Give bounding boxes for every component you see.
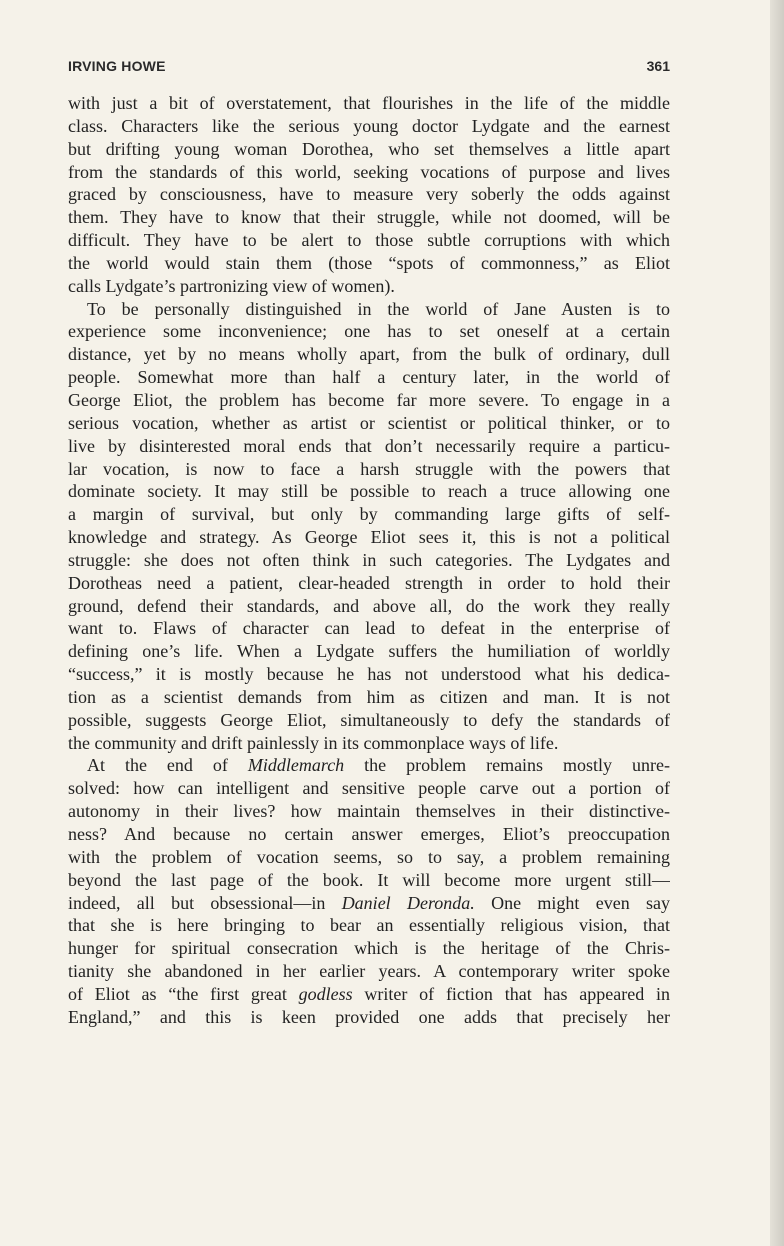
text-line bbox=[68, 777, 670, 800]
text-segment: struggle: she does not often think in such categories. The Lydgates and bbox=[68, 549, 670, 570]
text-segment: writer of fiction that has appeared in bbox=[352, 983, 670, 1004]
text-line bbox=[68, 595, 670, 618]
text-segment: “success,” it is mostly because he has not understood what his dedica- bbox=[68, 664, 670, 685]
text-segment: knowledge and strategy. As George Eliot sees it, this is not a political bbox=[68, 527, 670, 548]
text-line bbox=[68, 183, 670, 206]
running-head bbox=[68, 58, 670, 78]
text-line bbox=[68, 206, 670, 229]
text-line bbox=[68, 754, 670, 777]
text-line bbox=[68, 937, 670, 960]
text-line bbox=[68, 115, 670, 138]
text-segment: At the end of bbox=[87, 755, 248, 776]
text-line bbox=[68, 892, 670, 915]
text-segment: tion as a scientist demands from him as citizen and man. It is not bbox=[68, 686, 670, 707]
text-line bbox=[68, 846, 670, 869]
text-segment: possible, suggests George Eliot, simultaneously to defy the standards of bbox=[68, 709, 670, 730]
text-segment: defining one’s life. When a Lydgate suffers the humiliation of worldly bbox=[68, 641, 670, 662]
text-line bbox=[68, 960, 670, 983]
text-line bbox=[68, 412, 670, 435]
page-edge bbox=[770, 0, 784, 1246]
text-segment: them. They have to know that their struggle, while not doomed, will be bbox=[68, 207, 670, 228]
text-line bbox=[68, 914, 670, 937]
text-line bbox=[68, 640, 670, 663]
text-segment: indeed, all but obsessional—in bbox=[68, 892, 342, 913]
text-line bbox=[68, 617, 670, 640]
text-segment: One might even say bbox=[474, 892, 670, 913]
text-segment: calls Lydgate’s partronizing view of women). bbox=[68, 275, 395, 296]
text-line bbox=[68, 92, 670, 115]
text-segment: England,” and this is keen provided one adds that precisely her bbox=[68, 1006, 670, 1027]
text-line bbox=[68, 389, 670, 412]
text-line bbox=[68, 549, 670, 572]
text-line bbox=[68, 732, 670, 755]
text-line bbox=[68, 435, 670, 458]
running-head-author: IRVING HOWE bbox=[68, 58, 166, 74]
text-segment: hunger for spiritual consecration which is the heritage of the Chris- bbox=[68, 938, 670, 959]
text-line bbox=[68, 138, 670, 161]
text-segment: but drifting young woman Dorothea, who set themselves a little apart bbox=[68, 138, 670, 159]
text-segment: ness? And because no certain answer emerges, Eliot’s preoccupation bbox=[68, 824, 670, 844]
text-line bbox=[68, 800, 670, 823]
text-line bbox=[68, 823, 670, 846]
text-segment: want to. Flaws of character can lead to defeat in the enterprise of bbox=[68, 618, 670, 639]
text-segment: people. Somewhat more than half a century later, in the world of bbox=[68, 367, 670, 388]
text-segment: difficult. They have to be alert to those subtle corruptions with which bbox=[68, 230, 670, 251]
text-line bbox=[68, 229, 670, 252]
text-segment: solved: how can intelligent and sensitive people carve out a portion of bbox=[68, 778, 670, 799]
body-text bbox=[68, 92, 670, 1029]
text-segment: dominate society. It may still be possible to reach a truce allowing one bbox=[68, 481, 670, 502]
text-segment: serious vocation, whether as artist or scientist or political thinker, or to bbox=[68, 412, 670, 433]
italic-title: godless bbox=[298, 983, 353, 1004]
text-segment: beyond the last page of the book. It will become more urgent still— bbox=[68, 869, 670, 890]
text-segment: from the standards of this world, seeking vocations of purpose and lives bbox=[68, 161, 670, 182]
text-segment: experience some inconvenience; one has to set oneself at a certain bbox=[68, 321, 670, 342]
text-segment: that she is here bringing to bear an essentially religious vision, that bbox=[68, 915, 670, 936]
text-segment: a margin of survival, but only by commanding large gifts of self- bbox=[68, 504, 670, 525]
text-segment: ground, defend their standards, and above all, do the work they really bbox=[68, 595, 670, 616]
text-segment: lar vocation, is now to face a harsh struggle with the powers that bbox=[68, 458, 670, 479]
text-segment: autonomy in their lives? how maintain themselves in their distinctive- bbox=[68, 801, 670, 822]
text-segment: with just a bit of overstatement, that flourishes in the life of the middle bbox=[68, 93, 670, 113]
text-segment: class. Characters like the serious young doctor Lydgate and the earnest bbox=[68, 115, 670, 136]
text-line bbox=[68, 458, 670, 481]
text-segment: Dorotheas need a patient, clear-headed strength in order to hold their bbox=[68, 572, 670, 593]
text-line bbox=[68, 526, 670, 549]
text-segment: the problem remains mostly unre- bbox=[344, 755, 670, 776]
text-line bbox=[68, 709, 670, 732]
italic-title: Middlemarch bbox=[247, 755, 345, 776]
text-segment: tianity she abandoned in her earlier years. A contemporary writer spoke bbox=[68, 961, 670, 982]
text-segment: with the problem of vocation seems, so to say, a problem remaining bbox=[68, 846, 670, 867]
text-segment: George Eliot, the problem has become far more severe. To engage in a bbox=[68, 389, 670, 410]
text-line bbox=[68, 252, 670, 275]
page-number: 361 bbox=[646, 58, 670, 74]
text-line bbox=[68, 503, 670, 526]
text-line bbox=[68, 663, 670, 686]
text-segment: graced by consciousness, have to measure very soberly the odds against bbox=[68, 184, 670, 205]
text-line bbox=[68, 480, 670, 503]
text-line bbox=[68, 275, 670, 298]
text-line bbox=[68, 983, 670, 1006]
text-segment: distance, yet by no means wholly apart, from the bulk of ordinary, dull bbox=[68, 344, 670, 365]
text-segment: To be personally distinguished in the world of Jane Austen is to bbox=[87, 298, 670, 319]
text-segment: the community and drift painlessly in its commonplace ways of life. bbox=[68, 732, 559, 753]
italic-title: Daniel Deronda. bbox=[341, 892, 475, 913]
text-segment: the world would stain them (those “spots of commonness,” as Eliot bbox=[68, 252, 670, 273]
text-line bbox=[68, 320, 670, 343]
text-line bbox=[68, 366, 670, 389]
text-line bbox=[68, 572, 670, 595]
text-line bbox=[68, 343, 670, 366]
text-segment: of Eliot as “the first great bbox=[68, 983, 299, 1004]
text-line bbox=[68, 1006, 670, 1029]
text-line bbox=[68, 686, 670, 709]
text-segment: live by disinterested moral ends that don’t necessarily require a particu- bbox=[68, 435, 670, 456]
text-line bbox=[68, 869, 670, 892]
text-line bbox=[68, 298, 670, 321]
text-line bbox=[68, 161, 670, 184]
